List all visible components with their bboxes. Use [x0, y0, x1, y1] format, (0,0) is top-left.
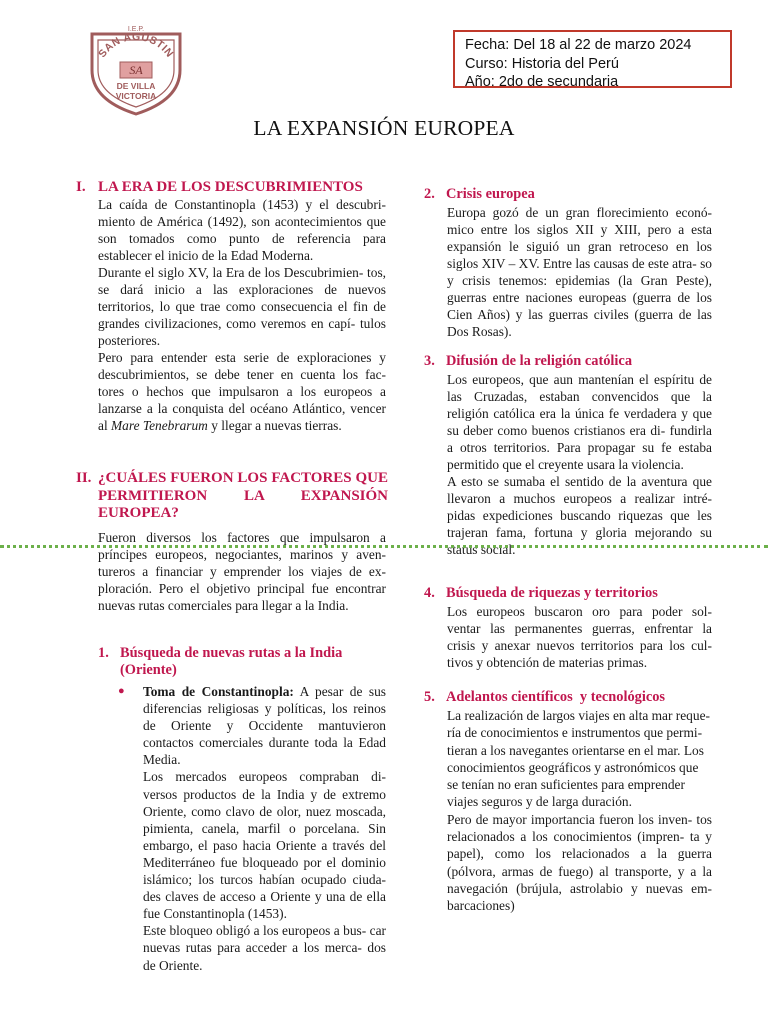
bullet-label: Toma de Constantinopla:	[143, 684, 294, 699]
logo-line1: DE VILLA	[116, 81, 156, 91]
subsection-2-paragraph-1: Europa gozó de un gran florecimiento econó- mico entre los siglos XII y XIII, pero a esta expansión le siguió un gran retroceso en los siglos XIV – XV. Entre las causas de este atra- so y crisis tenemos: epidemias (la Gran Peste), guerras entre naciones europeas (guerra de los Cien Años) y las guerras civiles (guerra de las Dos Rosas).	[447, 205, 712, 339]
info-box	[453, 30, 732, 88]
school-logo	[84, 20, 188, 116]
info-anio: Año: 2do de secundaria	[465, 74, 619, 90]
subsection-3-heading	[424, 353, 714, 370]
subsection-3-body	[447, 371, 712, 558]
subsection-3-paragraph-2: A esto se sumaba el sentido de la aventura que llevaron a muchos europeos a realizar intré- pidas expediciones buscando riquezas que les trajeran fama, fortuna y gloria mejorando su status social.	[447, 474, 712, 557]
bullet-dot-icon: ●	[118, 685, 125, 697]
logo-line2: VICTORIA	[115, 91, 157, 101]
section-1-body	[98, 196, 386, 434]
section-2-body	[98, 529, 386, 614]
section-1-paragraph-2: Durante el siglo XV, la Era de los Descubrimien- tos, se dará inicio a las exploraciones de nuevos territorios, lo que trae como consecuencia el fin de grandes civilizaciones, como veremos en capí- tulos posteriores.	[98, 265, 386, 348]
subsection-3-number: 3.	[424, 353, 435, 369]
subsection-1-number: 1.	[98, 645, 109, 661]
subsection-2-title: Crisis europea	[446, 186, 535, 202]
subsection-5-number: 5.	[424, 689, 435, 705]
logo-arc-text: SAN AGUSTIN	[96, 30, 176, 60]
info-curso: Curso: Historia del Perú	[465, 55, 619, 72]
subsection-4-paragraph-1: Los europeos buscaron oro para poder sol- ventar las permanentes guerras, enfrentar la crisis y anexar nuevos territorios para los cul- tivos y obtención de materias primas.	[447, 604, 712, 670]
subsection-3-title: Difusión de la religión católica	[446, 353, 633, 369]
subsection-1-body	[143, 683, 386, 974]
subsection-2-body	[447, 204, 712, 340]
info-fecha: Fecha: Del 18 al 22 de marzo 2024	[465, 37, 692, 53]
subsection-5-paragraph-2: Pero de mayor importancia fueron los inven- tos relacionados a los conocimientos (impren- ta y papel), como los relacionados a la guerra (pólvora, armas de fuego) al transporte, y a la navegación (brújula, astrolabio y nuevas em- barcaciones)	[447, 811, 712, 914]
subsection-1-bullet-1: Toma de Constantinopla: A pesar de sus diferencias religiosas y políticas, los reinos de Oriente y Occidente mantuvieron contactos comerciales durante toda la Edad Media.	[143, 684, 386, 768]
subsection-5-title: Adelantos científicos y tecnológicos	[446, 689, 666, 705]
subsection-2-number: 2.	[424, 186, 435, 202]
section-1-paragraph-1: La caída de Constantinopla (1453) y el descubri- miento de América (1492), son acontecimientos que son tomados como punto de referencia para establecer el inicio de la Edad Moderna.	[98, 197, 386, 263]
subsection-4-number: 4.	[424, 585, 435, 601]
section-2-paragraph-1: Fueron diversos los factores que impulsaron a príncipes europeos, negociantes, marinos y aven- tureros a financiar y emprender los viajes de ex- ploración. Pero el objetivo principal fue encontrar nuevas rutas comerciales para llegar a la India.	[98, 530, 386, 613]
section-1-paragraph-3: Pero para entender esta serie de exploraciones y descubrimientos, se debe tener en cuenta los fac- tores o hechos que impulsaron a los europeos a lanzarse a la conquista del océano Atlántico, vencer al Mare Tenebrarum y llegar a nuevas tierras.	[98, 350, 386, 433]
subsection-1-title: Búsqueda de nuevas rutas a la India (Oriente)	[120, 645, 343, 678]
subsection-1-heading	[98, 645, 378, 679]
section-2-number: II.	[76, 470, 92, 486]
logo-monogram: SA	[129, 63, 143, 77]
subsection-1-paragraph-3: Este bloqueo obligó a los europeos a bus- car nuevas rutas para acceder a los merca- dos de Oriente.	[143, 923, 386, 973]
document-title: LA EXPANSIÓN EUROPEA	[253, 116, 515, 140]
subsection-1-paragraph-2: Los mercados europeos compraban di- versos productos de la India y de extremo Oriente, como clavo de olor, nuez moscada, pimienta, canela, marfil o porcelana. Sin embargo, el paso hacia Oriente a través del Mediterráneo fue bloqueado por el dominio islámico; los turcos habían ocupado ciuda- des claves de acceso a Oriente y una de ella fue Constantinopla (1453).	[143, 769, 386, 922]
mare-tenebrarum: Mare Tenebrarum	[111, 418, 208, 433]
subsection-2-heading	[424, 186, 714, 203]
subsection-4-title: Búsqueda de riquezas y territorios	[446, 585, 658, 601]
subsection-4-body	[447, 603, 712, 671]
subsection-5-body	[447, 707, 712, 915]
subsection-5-paragraph-1: La realización de largos viajes en alta mar reque- ría de conocimientos e instrumentos que permi- tieran a los navegantes orientarse en el mar. Los conocimientos geográficos y astronómicos que se tenían no eran suficientes para emprender viajes seguros y de larga duración.	[447, 708, 710, 810]
section-1-heading	[76, 178, 386, 196]
section-2-heading	[76, 470, 388, 523]
logo-top-text: I.E.P.	[127, 26, 145, 33]
subsection-5-heading	[424, 689, 724, 706]
section-1-title: LA ERA DE LOS DESCUBRIMIENTOS	[98, 179, 363, 195]
dotted-divider	[0, 545, 768, 548]
subsection-4-heading	[424, 585, 714, 602]
section-1-number: I.	[76, 179, 86, 195]
subsection-3-paragraph-1: Los europeos, que aun mantenían el espíritu de las Cruzadas, estaban convencidos que la religión católica era la única fe verdadera y que su deber como buenos cristianos era di- fundirla a otros territorios. Para propagar su fe estaba permitido que el creyente usara la violencia.	[447, 372, 712, 472]
section-2-title: ¿CUÁLES FUERON LOS FACTORES QUE PERMITIERON LA EXPANSIÓN EUROPEA?	[98, 470, 388, 521]
